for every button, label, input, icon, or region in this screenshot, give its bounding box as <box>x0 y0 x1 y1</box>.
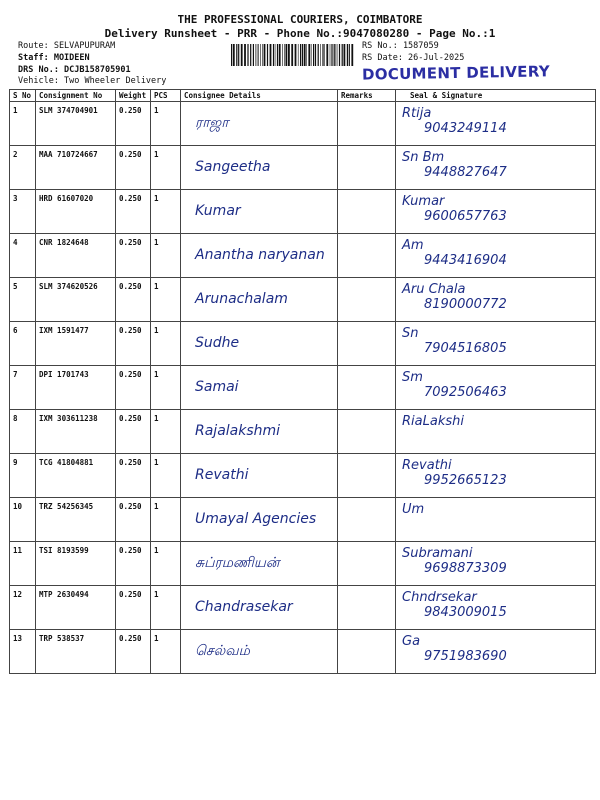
consignee-handwriting: Samai <box>195 379 239 395</box>
signature-phone: 7092506463 <box>424 385 507 400</box>
row-pcs: 1 <box>151 278 181 322</box>
row-consignee-cell <box>181 542 338 586</box>
signature-handwriting: Subramani <box>402 546 473 561</box>
col-header-signature: Seal & Signature <box>396 90 596 102</box>
row-sno: 6 <box>10 322 36 366</box>
row-signature-cell <box>396 278 596 322</box>
barcode-bar <box>236 44 237 66</box>
row-sno: 2 <box>10 146 36 190</box>
barcode-bar <box>286 44 288 66</box>
row-consignee-cell <box>181 190 338 234</box>
signature-handwriting: Kumar <box>402 194 445 209</box>
signature-phone: 9843009015 <box>424 605 507 620</box>
barcode-bar <box>324 44 325 66</box>
row-remarks <box>338 190 396 234</box>
barcode-bar <box>318 44 319 66</box>
barcode-bar <box>332 44 333 66</box>
table-row <box>10 542 596 586</box>
row-signature-cell <box>396 498 596 542</box>
barcode-bar <box>320 44 321 66</box>
barcode <box>231 44 355 66</box>
row-pcs: 1 <box>151 498 181 542</box>
staff-label: Staff: MOIDEEN <box>18 53 90 63</box>
row-remarks <box>338 366 396 410</box>
barcode-bar <box>233 44 235 66</box>
barcode-bar <box>262 44 263 66</box>
signature-handwriting: Sn <box>402 326 419 341</box>
barcode-bar <box>315 44 316 66</box>
col-header-sno: S No <box>10 90 36 102</box>
row-pcs: 1 <box>151 366 181 410</box>
barcode-bar <box>264 44 266 66</box>
row-sno: 8 <box>10 410 36 454</box>
row-weight: 0.250 <box>116 498 151 542</box>
table-row <box>10 410 596 454</box>
row-signature-cell <box>396 630 596 674</box>
consignee-handwriting: Kumar <box>195 203 241 219</box>
signature-handwriting: Am <box>402 238 424 253</box>
barcode-bar <box>250 44 251 66</box>
row-weight: 0.250 <box>116 234 151 278</box>
row-consignee-cell <box>181 322 338 366</box>
row-signature-cell <box>396 586 596 630</box>
row-sno: 12 <box>10 586 36 630</box>
row-remarks <box>338 234 396 278</box>
table-row <box>10 366 596 410</box>
row-weight: 0.250 <box>116 366 151 410</box>
signature-phone: 9698873309 <box>424 561 507 576</box>
table-row <box>10 146 596 190</box>
signature-handwriting: Chndrsekar <box>402 590 477 605</box>
signature-phone: 9751983690 <box>424 649 507 664</box>
row-sno: 11 <box>10 542 36 586</box>
row-remarks <box>338 410 396 454</box>
barcode-bar <box>302 44 303 66</box>
row-signature-cell <box>396 454 596 498</box>
signature-handwriting: Ga <box>402 634 421 649</box>
row-consignment-no: TRP 538537 <box>36 630 116 674</box>
barcode-bar <box>344 44 346 66</box>
barcode-bar <box>284 44 285 66</box>
drs-number: DRS No.: DCJB158705901 <box>18 65 131 75</box>
barcode-bar <box>288 44 290 66</box>
row-sno: 5 <box>10 278 36 322</box>
row-pcs: 1 <box>151 586 181 630</box>
rs-date: RS Date: 26-Jul-2025 <box>362 53 465 63</box>
barcode-bar <box>336 44 337 66</box>
row-consignee-cell <box>181 410 338 454</box>
row-consignment-no: TSI 8193599 <box>36 542 116 586</box>
barcode-bar <box>339 44 340 66</box>
document-title: THE PROFESSIONAL COURIERS, COIMBATORE <box>177 13 423 26</box>
row-consignment-no: MTP 2630494 <box>36 586 116 630</box>
row-weight: 0.250 <box>116 190 151 234</box>
rs-number: RS No.: 1587059 <box>362 41 439 51</box>
barcode-bar <box>279 44 281 66</box>
barcode-bar <box>351 44 353 66</box>
row-consignment-no: MAA 710724667 <box>36 146 116 190</box>
consignee-handwriting: Chandrasekar <box>195 599 293 615</box>
signature-phone: 9600657763 <box>424 209 507 224</box>
row-pcs: 1 <box>151 322 181 366</box>
barcode-bar <box>256 44 257 66</box>
row-consignment-no: IXM 303611238 <box>36 410 116 454</box>
row-consignee-cell <box>181 234 338 278</box>
col-header-remarks: Remarks <box>338 90 396 102</box>
table-row <box>10 630 596 674</box>
table-row <box>10 102 596 146</box>
barcode-bar <box>306 44 307 66</box>
row-weight: 0.250 <box>116 278 151 322</box>
barcode-bar <box>277 44 278 66</box>
signature-phone: 9443416904 <box>424 253 507 268</box>
signature-handwriting: Sn Bm <box>402 150 445 165</box>
row-weight: 0.250 <box>116 542 151 586</box>
row-signature-cell <box>396 146 596 190</box>
barcode-bar <box>247 44 248 66</box>
signature-handwriting: Sm <box>402 370 423 385</box>
table-row <box>10 498 596 542</box>
barcode-bar <box>308 44 310 66</box>
barcode-bar <box>326 44 328 66</box>
consignee-handwriting: Arunachalam <box>195 291 288 307</box>
barcode-bar <box>313 44 314 66</box>
row-consignee-cell <box>181 586 338 630</box>
row-signature-cell <box>396 410 596 454</box>
barcode-bar <box>267 44 268 66</box>
route-label: Route: SELVAPUPURAM <box>18 41 116 51</box>
signature-handwriting: Um <box>402 502 425 517</box>
table-row <box>10 190 596 234</box>
row-remarks <box>338 542 396 586</box>
row-sno: 13 <box>10 630 36 674</box>
signature-handwriting: RiaLakshi <box>402 414 464 429</box>
consignee-handwriting: Umayal Agencies <box>195 511 317 527</box>
vehicle-label: Vehicle: Two Wheeler Delivery <box>18 76 167 86</box>
barcode-bar <box>258 44 259 66</box>
row-remarks <box>338 278 396 322</box>
row-consignee-cell <box>181 102 338 146</box>
row-consignment-no: SLM 374704901 <box>36 102 116 146</box>
signature-handwriting: Aru Chala <box>402 282 466 297</box>
barcode-bar <box>330 44 331 66</box>
row-consignment-no: SLM 374620526 <box>36 278 116 322</box>
row-sno: 7 <box>10 366 36 410</box>
document-delivery-stamp: DOCUMENT DELIVERY <box>361 62 551 84</box>
consignee-handwriting: சுப்ரமணியன் <box>195 555 280 571</box>
consignee-handwriting: Anantha naryanan <box>195 247 325 263</box>
row-signature-cell <box>396 322 596 366</box>
barcode-bar <box>260 44 261 66</box>
row-weight: 0.250 <box>116 454 151 498</box>
row-sno: 4 <box>10 234 36 278</box>
row-consignment-no: DPI 1701743 <box>36 366 116 410</box>
row-weight: 0.250 <box>116 102 151 146</box>
barcode-bar <box>347 44 348 66</box>
row-remarks <box>338 586 396 630</box>
row-remarks <box>338 322 396 366</box>
barcode-bar <box>304 44 306 66</box>
table-row <box>10 586 596 630</box>
row-weight: 0.250 <box>116 586 151 630</box>
consignee-handwriting: Revathi <box>195 467 249 483</box>
row-pcs: 1 <box>151 146 181 190</box>
barcode-bar <box>349 44 350 66</box>
barcode-bar <box>311 44 312 66</box>
barcode-bar <box>273 44 274 66</box>
table-row <box>10 322 596 366</box>
consignee-handwriting: Rajalakshmi <box>195 423 281 439</box>
barcode-bar <box>322 44 323 66</box>
barcode-bar <box>342 44 343 66</box>
row-pcs: 1 <box>151 630 181 674</box>
row-pcs: 1 <box>151 454 181 498</box>
row-signature-cell <box>396 366 596 410</box>
signature-phone: 7904516805 <box>424 341 507 356</box>
barcode-bar <box>298 44 299 66</box>
signature-handwriting: Revathi <box>402 458 452 473</box>
col-header-weight: Weight <box>116 90 151 102</box>
row-remarks <box>338 454 396 498</box>
barcode-bar <box>334 44 335 66</box>
consignee-handwriting: Sudhe <box>195 335 240 351</box>
col-header-consignment: Consignment No <box>36 90 116 102</box>
row-consignment-no: HRD 61607020 <box>36 190 116 234</box>
row-consignment-no: TCG 41804881 <box>36 454 116 498</box>
row-sno: 1 <box>10 102 36 146</box>
runsheet-subtitle: Delivery Runsheet - PRR - Phone No.:9047080280 - Page No.:1 <box>104 27 496 40</box>
row-weight: 0.250 <box>116 410 151 454</box>
barcode-bar <box>238 44 239 66</box>
row-signature-cell <box>396 102 596 146</box>
barcode-bar <box>257 44 258 66</box>
row-consignment-no: IXM 1591477 <box>36 322 116 366</box>
row-pcs: 1 <box>151 542 181 586</box>
barcode-bar <box>231 44 232 66</box>
row-remarks <box>338 146 396 190</box>
row-signature-cell <box>396 542 596 586</box>
consignee-handwriting: ராஜா <box>195 115 229 131</box>
row-consignee-cell <box>181 366 338 410</box>
row-pcs: 1 <box>151 102 181 146</box>
barcode-bar <box>241 44 243 66</box>
table-header-row <box>10 90 596 102</box>
table-row <box>10 278 596 322</box>
barcode-bar <box>282 44 283 66</box>
barcode-bar <box>300 44 301 66</box>
barcode-bar <box>295 44 297 66</box>
row-remarks <box>338 498 396 542</box>
row-consignee-cell <box>181 278 338 322</box>
barcode-bar <box>275 44 276 66</box>
row-pcs: 1 <box>151 410 181 454</box>
row-consignee-cell <box>181 454 338 498</box>
runsheet-table <box>9 89 596 674</box>
row-consignee-cell <box>181 498 338 542</box>
barcode-bar <box>337 44 338 66</box>
barcode-bar <box>253 44 254 66</box>
signature-handwriting: Rtija <box>402 106 432 121</box>
row-signature-cell <box>396 190 596 234</box>
row-consignment-no: CNR 1824648 <box>36 234 116 278</box>
row-weight: 0.250 <box>116 630 151 674</box>
signature-phone: 9952665123 <box>424 473 507 488</box>
row-sno: 10 <box>10 498 36 542</box>
signature-phone: 9448827647 <box>424 165 507 180</box>
row-remarks <box>338 630 396 674</box>
barcode-bar <box>331 44 332 66</box>
row-pcs: 1 <box>151 190 181 234</box>
consignee-handwriting: Sangeetha <box>195 159 271 175</box>
row-consignee-cell <box>181 146 338 190</box>
table-row <box>10 234 596 278</box>
barcode-bar <box>244 44 246 66</box>
signature-phone: 9043249114 <box>424 121 507 136</box>
row-remarks <box>338 102 396 146</box>
col-header-pcs: PCS <box>151 90 181 102</box>
row-consignee-cell <box>181 630 338 674</box>
row-sno: 3 <box>10 190 36 234</box>
row-weight: 0.250 <box>116 146 151 190</box>
consignee-handwriting: செல்வம் <box>195 643 250 659</box>
table-row <box>10 454 596 498</box>
row-pcs: 1 <box>151 234 181 278</box>
barcode-bar <box>270 44 272 66</box>
row-consignment-no: TRZ 54256345 <box>36 498 116 542</box>
col-header-consignee: Consignee Details <box>181 90 338 102</box>
signature-phone: 8190000772 <box>424 297 507 312</box>
row-weight: 0.250 <box>116 322 151 366</box>
row-sno: 9 <box>10 454 36 498</box>
barcode-bar <box>291 44 293 66</box>
row-signature-cell <box>396 234 596 278</box>
